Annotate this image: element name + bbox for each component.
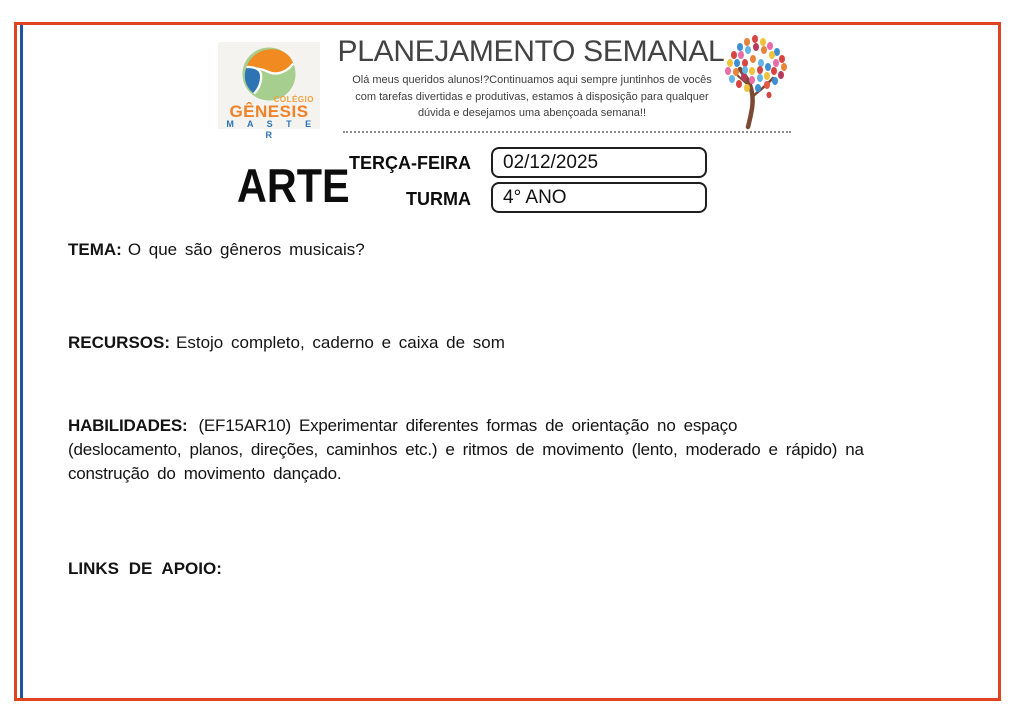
tree-icon	[712, 33, 804, 131]
page-border-blue-line	[20, 25, 23, 698]
page-border-red	[14, 22, 1001, 701]
logo-college-label: COLÉGIO	[273, 95, 314, 104]
page-title: PLANEJAMENTO SEMANAL	[337, 35, 725, 68]
date-value: 02/12/2025	[503, 151, 599, 173]
subject-title: ARTE	[237, 159, 350, 212]
date-field[interactable]	[491, 147, 707, 178]
logo-master-label: M A S T E R	[226, 119, 317, 140]
tema-value: O que são gêneros musicais?	[127, 240, 365, 259]
habilidades-line	[68, 414, 864, 438]
logo-name-label: GÊNESIS	[229, 102, 309, 121]
subtitle-line: dúvida e desejamos uma abençoada semana!!	[417, 107, 647, 119]
habilidades-value-line: (EF15AR10) Experimentar diferentes formas de orientação no espaço	[198, 416, 738, 435]
links-label: LINKS DE APOIO:	[68, 559, 222, 578]
class-label: TURMA	[406, 189, 471, 209]
recursos-value: Estojo completo, caderno e caixa de som	[176, 333, 505, 352]
section-habilidades	[68, 414, 864, 486]
subtitle-line: Olá meus queridos alunos!?Continuamos aqui sempre juntinhos de vocês	[352, 74, 712, 86]
recursos-label: RECURSOS:	[68, 333, 171, 352]
section-links	[68, 559, 222, 579]
section-tema	[68, 240, 365, 260]
habilidades-label: HABILIDADES:	[68, 416, 188, 435]
habilidades-line: construção do movimento dançado.	[68, 464, 342, 483]
class-value: 4° ANO	[503, 186, 567, 208]
section-recursos	[68, 333, 505, 353]
tema-label: TEMA:	[68, 240, 122, 259]
school-logo	[218, 42, 320, 140]
class-field[interactable]	[491, 182, 707, 213]
weekday-label: TERÇA-FEIRA	[349, 153, 471, 173]
habilidades-line: (deslocamento, planos, direções, caminhos etc.) e ritmos de movimento (lento, moderado e rápido) na	[68, 440, 864, 459]
subtitle-line: com tarefas divertidas e produtivas, estamos à disposição para qualquer	[355, 90, 709, 103]
page-subtitle	[312, 72, 752, 124]
